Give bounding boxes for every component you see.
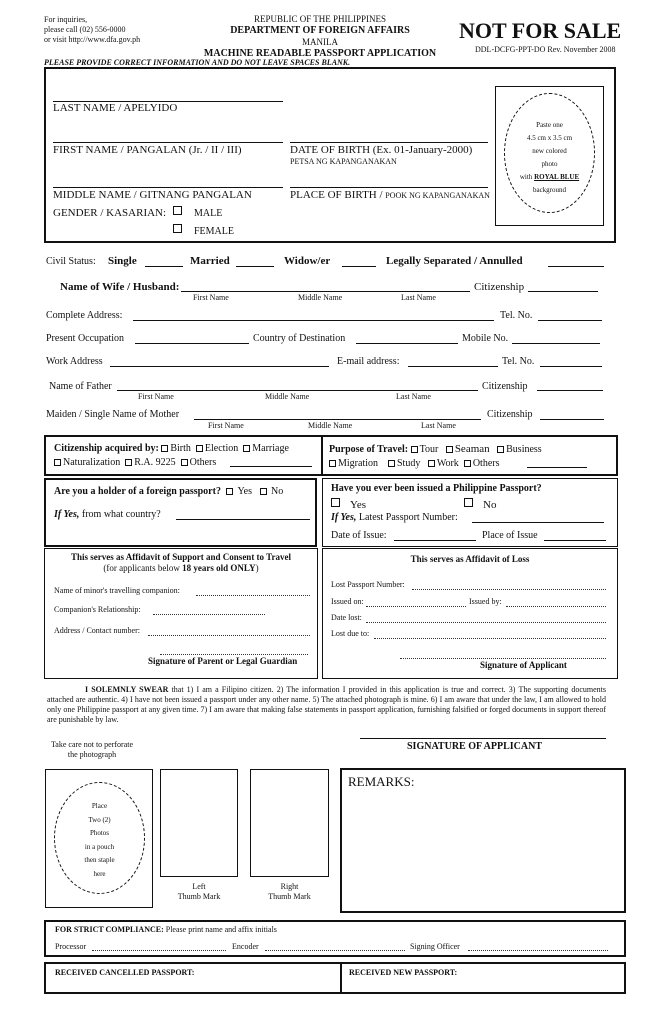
affidavit-support-title: This serves as Affidavit of Support and Consent to Travel — [71, 552, 291, 562]
purpose-migration-checkbox[interactable] — [329, 460, 336, 467]
issue-date-label: Date of Issue: — [331, 530, 387, 541]
foreign-passport-question-row — [54, 486, 283, 498]
companion-relationship-label: Companion's Relationship: — [54, 605, 141, 614]
father-middle-hint: Middle Name — [265, 392, 310, 401]
citizenship-ra-label: R.A. 9225 — [134, 457, 176, 468]
photo-instruction-5 — [504, 171, 595, 184]
foreign-no-label: No — [271, 486, 284, 497]
civil-separated-line[interactable] — [548, 266, 604, 267]
occupation-line[interactable] — [135, 343, 249, 344]
foreign-country-row — [54, 509, 161, 521]
left-thumb-line-1: Left — [192, 882, 206, 891]
work-tel-line[interactable] — [540, 366, 602, 367]
dob-sublabel: PETSA NG KAPANGANAKAN — [290, 157, 397, 166]
instruction-banner: PLEASE PROVIDE CORRECT INFORMATION AND DO NOT LEAVE SPACES BLANK. — [44, 58, 351, 67]
father-citizenship-label: Citizenship — [482, 381, 528, 392]
citizenship-election-label: Election — [204, 443, 239, 454]
right-thumb-line-2: Thumb Mark — [268, 892, 311, 901]
middle-name-label: MIDDLE NAME / GITNANG PANGALAN — [53, 189, 252, 201]
address-line[interactable] — [133, 320, 494, 321]
companion-relationship-line[interactable] — [153, 614, 265, 615]
work-address-line[interactable] — [110, 366, 329, 367]
civil-widow-line[interactable] — [342, 266, 376, 267]
first-name-label: FIRST NAME / PANGALAN (Jr. / II / III) — [53, 144, 242, 156]
lost-due-label: Lost due to: — [331, 629, 370, 638]
pob-sublabel: POOK NG KAPANGANAKAN — [385, 191, 490, 200]
male-label: MALE — [194, 208, 223, 219]
received-new-label: RECEIVED NEW PASSPORT: — [349, 968, 458, 977]
civil-single-line[interactable] — [145, 266, 183, 267]
spouse-citizenship-line[interactable] — [528, 291, 598, 292]
mother-first-hint: First Name — [208, 421, 244, 430]
department-label: DEPARTMENT OF FOREIGN AFFAIRS — [230, 25, 410, 36]
citizenship-naturalization-label: Naturalization — [63, 457, 121, 468]
purpose-work-checkbox[interactable] — [428, 460, 435, 467]
remarks-box[interactable] — [340, 768, 626, 913]
applicant-loss-signature-label: Signature of Applicant — [480, 660, 567, 670]
civil-widow-label: Widow/er — [284, 255, 331, 267]
photo-pouch-line-3: Photos — [89, 829, 110, 837]
mother-name-line[interactable] — [194, 419, 481, 420]
destination-line[interactable] — [356, 343, 458, 344]
citizenship-naturalization-checkbox[interactable] — [54, 459, 61, 466]
photo-instructions — [504, 119, 595, 197]
inquiries-line-3: or visit http://www.dfa.gov.ph — [44, 35, 141, 44]
foreign-if-yes: If Yes, — [54, 509, 80, 520]
perforate-line-1: Take care not to perforate — [50, 740, 134, 749]
gender-label: GENDER / KASARIAN: — [53, 207, 167, 219]
lost-issued-on-label: Issued on: — [331, 597, 364, 606]
photo-instruction-6: background — [532, 186, 567, 194]
citizenship-others-label: Others — [189, 457, 217, 468]
affidavit-support-sub-post: ) — [255, 563, 259, 573]
foreign-passport-question: Are you a holder of a foreign passport? — [54, 486, 221, 497]
inquiries-line-2: please call (02) 556-0000 — [44, 25, 126, 34]
issued-yes-checkbox[interactable] — [331, 498, 340, 507]
photo-pouch-line-2: Two (2) — [88, 815, 111, 824]
address-label: Complete Address: — [46, 310, 123, 321]
compliance-label: FOR STRICT COMPLIANCE: — [55, 925, 164, 934]
purpose-others-line[interactable] — [527, 467, 587, 468]
photo-instruction-3: new colored — [532, 147, 567, 155]
father-last-hint: Last Name — [396, 392, 431, 401]
citizenship-others-line[interactable] — [230, 466, 312, 467]
photo-royal-blue-text: ROYAL BLUE — [534, 173, 580, 181]
received-divider — [340, 962, 342, 994]
spouse-first-hint: First Name — [193, 293, 229, 302]
right-thumb-line-1: Right — [280, 882, 299, 891]
right-thumb-box[interactable] — [250, 769, 329, 877]
issued-yes-label: Yes — [350, 499, 367, 511]
purpose-tour-label: Tour — [419, 444, 439, 455]
purpose-work-label: Work — [436, 458, 459, 469]
perforate-line-2: the photograph — [67, 750, 117, 759]
citizenship-election-checkbox[interactable] — [196, 445, 203, 452]
address-tel-label: Tel. No. — [500, 310, 533, 321]
photo-instruction-2: 4.5 cm x 3.5 cm — [526, 134, 573, 142]
father-name-label: Name of Father — [49, 381, 112, 392]
contact-number-label: Address / Contact number: — [54, 626, 140, 635]
photo-pouch-instructions — [54, 800, 145, 881]
spouse-citizenship-label: Citizenship — [474, 281, 525, 293]
purpose-row-1 — [329, 443, 542, 456]
purpose-business-label: Business — [506, 444, 542, 455]
encoder-line[interactable] — [265, 950, 405, 951]
citizenship-marriage-checkbox[interactable] — [243, 445, 250, 452]
inquiries-info — [44, 15, 140, 45]
mother-citizenship-line[interactable] — [540, 419, 604, 420]
work-address-label: Work Address — [46, 356, 103, 367]
processor-label: Processor — [55, 942, 87, 951]
female-label: FEMALE — [194, 226, 234, 237]
left-thumb-line-2: Thumb Mark — [177, 892, 221, 901]
photo-pouch-line-1: Place — [91, 802, 108, 810]
affidavit-support-sub-pre: (for applicants below — [103, 563, 180, 573]
purpose-migration-label: Migration — [338, 458, 378, 469]
foreign-country-label: from what country? — [81, 509, 161, 520]
email-label: E-mail address: — [337, 356, 400, 367]
citizenship-acquired-label: Citizenship acquired by: — [54, 443, 159, 454]
photo-instruction-1: Paste one — [536, 121, 563, 129]
perforate-warning — [44, 740, 140, 760]
purpose-business-checkbox[interactable] — [497, 446, 504, 453]
photo-pouch-line-6: here — [93, 869, 106, 878]
spouse-name-label: Name of Wife / Husband: — [60, 281, 180, 293]
issue-place-line[interactable] — [544, 540, 606, 541]
citizenship-birth-label: Birth — [170, 443, 191, 454]
spouse-last-hint: Last Name — [401, 293, 436, 302]
issue-place-label: Place of Issue — [482, 530, 538, 541]
photo-instruction-4: photo — [541, 160, 558, 168]
issued-no-checkbox[interactable] — [464, 498, 473, 507]
mobile-label: Mobile No. — [462, 333, 509, 344]
occupation-label: Present Occupation — [46, 333, 125, 344]
issued-if-yes: If Yes, — [331, 512, 357, 523]
pob-line[interactable] — [290, 187, 488, 188]
civil-separated-label: Legally Separated / Annulled — [386, 255, 523, 267]
middle-name-line[interactable] — [53, 187, 283, 188]
foreign-yes-label: Yes — [237, 486, 253, 497]
affidavit-support-age: 18 years old ONLY — [182, 563, 256, 573]
citizenship-purpose-divider — [321, 435, 323, 476]
not-for-sale-label: NOT FOR SALE — [459, 18, 622, 43]
email-line[interactable] — [408, 366, 498, 367]
purpose-others-label: Others — [472, 458, 500, 469]
date-lost-line[interactable] — [366, 622, 606, 623]
issued-passport-question: Have you ever been issued a Philippine Passport? — [331, 483, 542, 494]
guardian-signature-label: Signature of Parent or Legal Guardian — [148, 656, 298, 666]
photo-pouch-line-5: then staple — [84, 856, 115, 864]
mobile-line[interactable] — [512, 343, 600, 344]
lost-due-line[interactable] — [374, 638, 606, 639]
companion-name-label: Name of minor's travelling companion: — [54, 586, 180, 595]
purpose-seaman-label: Seaman — [454, 443, 490, 455]
received-cancelled-label: RECEIVED CANCELLED PASSPORT: — [55, 968, 195, 977]
compliance-text: Please print name and affix initials — [165, 925, 277, 934]
citizenship-acquired-row-2 — [54, 457, 216, 469]
right-thumb-label — [250, 882, 329, 902]
affidavit-loss-title: This serves as Affidavit of Loss — [410, 554, 530, 564]
left-thumb-label — [160, 882, 238, 902]
civil-status-label: Civil Status: — [46, 256, 96, 267]
mother-middle-hint: Middle Name — [308, 421, 353, 430]
purpose-others-checkbox[interactable] — [464, 460, 471, 467]
purpose-tour-checkbox[interactable] — [411, 446, 418, 453]
latest-passport-label: Latest Passport Number: — [358, 512, 458, 523]
companion-name-line[interactable] — [196, 595, 310, 596]
republic-label: REPUBLIC OF THE PHILIPPINES — [253, 14, 387, 24]
issued-no-label: No — [483, 499, 497, 511]
citizenship-acquired-row-1 — [54, 443, 289, 455]
spouse-name-line[interactable] — [181, 291, 470, 292]
father-citizenship-line[interactable] — [537, 390, 603, 391]
purpose-study-checkbox[interactable] — [388, 460, 395, 467]
city-label: MANILA — [302, 37, 338, 47]
purpose-row-2 — [329, 458, 499, 470]
agency-header — [200, 14, 440, 60]
destination-label: Country of Destination — [253, 333, 346, 344]
purpose-label: Purpose of Travel: — [329, 444, 409, 455]
citizenship-ra-checkbox[interactable] — [125, 459, 132, 466]
mother-citizenship-label: Citizenship — [487, 409, 533, 420]
lost-passport-number-label: Lost Passport Number: — [331, 580, 405, 589]
father-name-line[interactable] — [117, 390, 478, 391]
affidavit-support-subtitle — [44, 563, 318, 574]
photo-with-text: with — [519, 173, 533, 181]
affidavit-loss-box — [322, 548, 618, 679]
left-thumb-box[interactable] — [160, 769, 238, 877]
latest-passport-line[interactable] — [472, 522, 604, 523]
applicant-signature-label: SIGNATURE OF APPLICANT — [407, 741, 543, 752]
dob-line[interactable] — [290, 142, 488, 143]
oath-paragraph — [47, 685, 606, 725]
compliance-header — [55, 925, 277, 935]
signing-officer-label: Signing Officer — [410, 942, 460, 951]
father-first-hint: First Name — [138, 392, 174, 401]
spouse-middle-hint: Middle Name — [298, 293, 343, 302]
civil-married-label: Married — [190, 255, 230, 267]
lost-passport-number-line[interactable] — [412, 589, 606, 590]
work-tel-label: Tel. No. — [502, 356, 535, 367]
pob-label — [290, 189, 490, 202]
date-lost-label: Date lost: — [331, 613, 362, 622]
foreign-country-line[interactable] — [176, 519, 310, 520]
first-name-line[interactable] — [53, 142, 283, 143]
inquiries-line-1: For inquiries, — [44, 15, 88, 24]
pob-text: PLACE OF BIRTH / — [290, 189, 383, 201]
purpose-seaman-checkbox[interactable] — [446, 446, 453, 453]
received-box — [44, 962, 626, 994]
purpose-study-label: Study — [397, 458, 421, 469]
civil-single-label: Single — [108, 255, 137, 267]
oath-text: that 1) I am a Filipino citizen. 2) The information I provided in this application is true and correct. 3) The supporting documents attached are authentic. 4) I have not been issued a passport under any other name. 5) The attached photograph is mine. 6) I am aware that under the law, I am allowed to hold only one Philippine passport at any given time. 7) I am aware that making false statements in passport application, furnishing falsified or forged documents in support thereof are punishable by law. — [47, 685, 606, 724]
form-title: MACHINE READABLE PASSPORT APPLICATION — [203, 48, 437, 59]
encoder-label: Encoder — [232, 942, 259, 951]
lost-issued-on-line[interactable] — [366, 606, 466, 607]
photo-pouch-line-4: in a pouch — [84, 842, 115, 851]
mother-name-label: Maiden / Single Name of Mother — [46, 409, 180, 420]
lost-issued-by-line[interactable] — [506, 606, 606, 607]
citizenship-birth-checkbox[interactable] — [161, 445, 168, 452]
female-checkbox[interactable] — [173, 224, 182, 233]
dob-label: DATE OF BIRTH (Ex. 01-January-2000) — [290, 144, 473, 156]
applicant-signature-line[interactable] — [360, 738, 606, 739]
remarks-label: REMARKS: — [348, 774, 415, 789]
foreign-no-checkbox[interactable] — [260, 488, 267, 495]
signing-officer-line[interactable] — [468, 950, 608, 951]
lost-issued-by-label: Issued by: — [469, 597, 502, 606]
citizenship-others-checkbox[interactable] — [181, 459, 188, 466]
applicant-loss-signature-line[interactable] — [400, 658, 606, 659]
last-name-label: LAST NAME / APELYIDO — [53, 102, 178, 114]
male-checkbox[interactable] — [173, 206, 182, 215]
latest-passport-row — [331, 512, 458, 524]
issue-date-line[interactable] — [394, 540, 476, 541]
processor-line[interactable] — [92, 950, 226, 951]
mother-last-hint: Last Name — [421, 421, 456, 430]
citizenship-marriage-label: Marriage — [252, 443, 289, 454]
address-tel-line[interactable] — [538, 320, 602, 321]
civil-married-line[interactable] — [236, 266, 274, 267]
form-code: DDL-DCFG-PPT-DO Rev. November 2008 — [475, 45, 616, 54]
contact-number-line[interactable] — [148, 635, 310, 636]
oath-lead: I SOLEMNLY SWEAR — [85, 685, 169, 694]
foreign-yes-checkbox[interactable] — [226, 488, 233, 495]
guardian-signature-line[interactable] — [160, 654, 308, 655]
